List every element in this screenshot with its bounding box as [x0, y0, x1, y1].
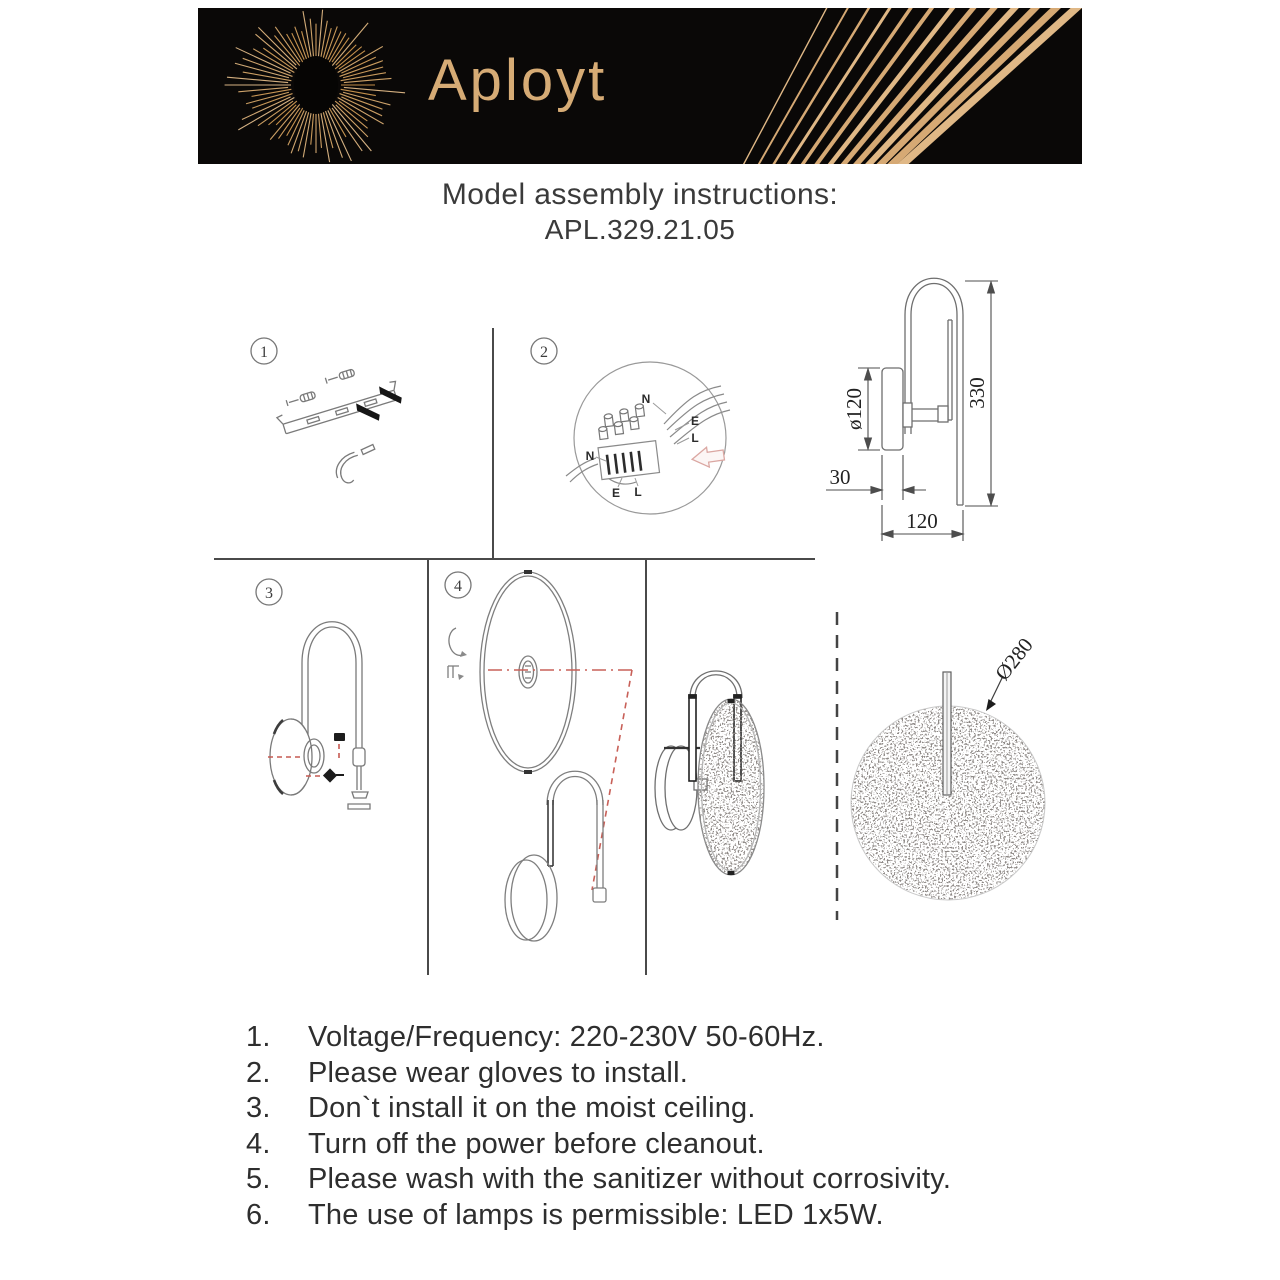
step-4-diagram-shade	[448, 570, 632, 941]
step-2-diagram-wiring	[566, 362, 730, 514]
wire-label-e-bottom: E	[611, 486, 621, 500]
instruction-list	[246, 1020, 1106, 1234]
item-number: 4.	[246, 1127, 271, 1160]
list-item	[246, 1091, 1106, 1127]
dimension-drawing	[882, 278, 963, 505]
step-1-number: 1	[260, 344, 268, 361]
step-1-diagram-bracket	[270, 358, 403, 487]
item-text: Don`t install it on the moist ceiling.	[308, 1092, 756, 1125]
corner-rays-decoration	[624, 8, 1082, 164]
brand-wordmark: Aployt	[428, 48, 608, 113]
push-direction-arrow	[691, 445, 725, 469]
list-item	[246, 1198, 1106, 1234]
dim-height: 330	[965, 377, 989, 409]
hook-part	[334, 437, 376, 487]
dim-shade-diameter: Ø280	[990, 633, 1038, 685]
item-number: 3.	[246, 1092, 271, 1125]
step-3-diagram-arm	[268, 622, 370, 809]
item-text: Voltage/Frequency: 220-230V 50-60Hz.	[308, 1021, 825, 1053]
brand-banner	[198, 8, 1082, 164]
wire-label-n-top: N	[641, 392, 651, 406]
item-text: Turn off the power before cleanout.	[308, 1127, 765, 1160]
shade-front-view	[851, 672, 1045, 900]
wire-label-l-right: L	[691, 431, 699, 445]
wire-label-l-bottom: L	[634, 485, 642, 499]
page-title: Model assembly instructions:	[441, 178, 839, 211]
wire-label-n-left: N	[585, 449, 595, 463]
list-item	[246, 1127, 1106, 1163]
banner-decoration	[198, 8, 1082, 164]
item-text: The use of lamps is permissible: LED 1x5W.	[308, 1198, 884, 1231]
list-item	[246, 1162, 1106, 1198]
wire-label-e-right: E	[690, 414, 700, 428]
dim-canopy-diameter: ø120	[842, 388, 866, 430]
item-number: 6.	[246, 1198, 271, 1231]
model-number: APL.329.21.05	[544, 214, 736, 245]
item-number: 5.	[246, 1163, 271, 1196]
assembled-lamp-view	[655, 671, 764, 875]
item-text: Please wash with the sanitizer without corrosivity.	[308, 1163, 952, 1196]
dim-depth: 30	[829, 465, 851, 489]
list-item	[246, 1056, 1106, 1092]
item-text: Please wear gloves to install.	[308, 1056, 688, 1089]
item-number: 2.	[246, 1056, 271, 1089]
list-item	[246, 1020, 1106, 1056]
step-2-number: 2	[540, 344, 548, 361]
step-4-number: 4	[454, 578, 462, 595]
assembly-diagrams	[0, 255, 1280, 1015]
item-number: 1.	[246, 1021, 271, 1053]
sunburst-center	[294, 56, 338, 114]
step-3-number: 3	[265, 585, 273, 602]
dim-width: 120	[906, 509, 938, 533]
step-badges	[251, 338, 557, 605]
